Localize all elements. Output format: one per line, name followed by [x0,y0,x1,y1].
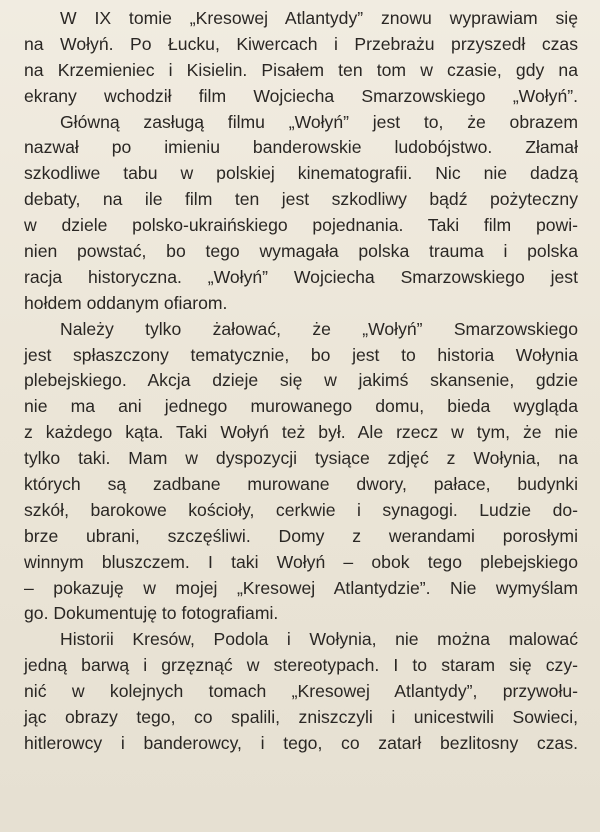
text-line: jedną barwą i grzęznąć w stereotypach. I to staram się czy- [24,655,578,676]
text-line: brze ubrani, szczęśliwi. Domy z werandami porosłymi [24,525,578,546]
text-line: jest spłaszczony tematycznie, bo jest to historia Wołynia [24,344,578,365]
paragraph-1 [24,6,578,110]
text-line: Historii Kresów, Podola i Wołynia, nie można malować [60,629,578,650]
text-line: go. Dokumentuję to fotografiami. [24,603,279,624]
text-line: Główną zasługą filmu „Wołyń” jest to, że obrazem [60,111,578,132]
text-line: szkodliwe tabu w polskiej kinematografii. Nic nie dadzą [24,163,578,184]
text-line: na Krzemieniec i Kisielin. Pisałem ten tom w czasie, gdy na [24,59,578,80]
text-line: nazwał po imieniu banderowskie ludobójstwo. Złamał [24,137,578,158]
text-line: tylko taki. Mam w dyspozycji tysiące zdjęć z Wołynia, na [24,448,578,469]
text-line: w dziele polsko-ukraińskiego pojednania. Taki film powi- [24,215,578,236]
text-line: których są zadbane murowane dwory, pałace, budynki [24,474,578,495]
text-line: nien powstać, bo tego wymagała polska trauma i polska [24,241,578,262]
text-line: winnym bluszczem. I taki Wołyń – obok tego plebejskiego [24,551,578,572]
text-line: szkół, barokowe kościoły, cerkwie i synagogi. Ludzie do- [24,499,578,520]
paragraph-3 [24,317,578,628]
text-line: debaty, na ile film ten jest szkodliwy bądź pożyteczny [24,189,578,210]
text-line: hołdem oddanym ofiarom. [24,292,228,313]
text-line: racja historyczna. „Wołyń” Wojciecha Smarzowskiego jest [24,266,578,287]
text-line: jąc obrazy tego, co spalili, zniszczyli i unicestwili Sowieci, [24,707,578,728]
text-line: z każdego kąta. Taki Wołyń też był. Ale rzecz w tym, że nie [24,422,578,443]
paragraph-4 [24,627,578,756]
text-line: Należy tylko żałować, że „Wołyń” Smarzowskiego [60,318,578,339]
text-line: plebejskiego. Akcja dzieje się w jakimś skansenie, gdzie [24,370,578,391]
paragraph-2 [24,110,578,317]
text-line: na Wołyń. Po Łucku, Kiwercach i Przebrażu przyszedł czas [24,33,578,54]
text-line: – pokazuję w mojej „Kresowej Atlantydzie”. Nie wymyślam [24,577,578,598]
text-line: nie ma ani jednego murowanego domu, bieda wygląda [24,396,578,417]
text-line: ekrany wchodził film Wojciecha Smarzowskiego „Wołyń”. [24,85,578,106]
text-line: W IX tomie „Kresowej Atlantydy” znowu wyprawiam się [60,8,578,28]
text-line: hitlerowcy i banderowcy, i tego, co zatarł bezlitosny czas. [24,732,578,753]
text-line: nić w kolejnych tomach „Kresowej Atlantydy”, przywołu- [24,681,578,702]
